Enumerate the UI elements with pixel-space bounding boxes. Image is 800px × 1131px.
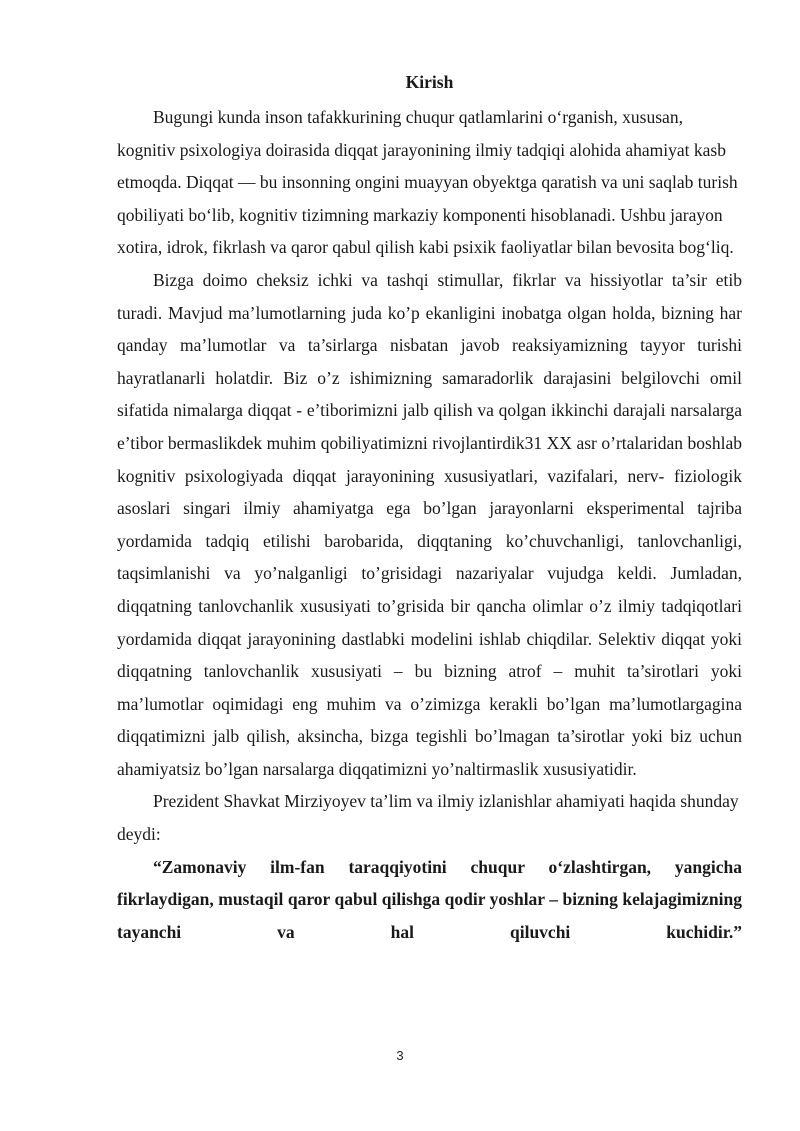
paragraph-attention: Bizga doimo cheksiz ichki va tashqi stimullar, fikrlar va hissiyotlar ta’sir etib turadi. Mavjud ma’lumotlarning juda ko’p ekanligini inobatga olgan holda, bizning har qanday ma’lumotlar va ta’sirlarga nisbatan javob reaksiyamizning tayyor turishi hayratlanarli holatdir. Biz o’z ishimizning samaradorlik darajasini belgilovchi omil sifatida nimalarga diqqat - e’tiborimizni jalb qilish va qolgan ikkinchi darajali narsalarga e’tibor bermaslikdek muhim qobiliyatimizni rivojlantirdik31 XX asr o’rtalaridan boshlab kognitiv psixologiyada diqqat jarayonining xususiyatlari, vazifalari, nerv- fiziologik asoslari singari ilmiy ahamiyatga ega bo’lgan jarayonlarni eksperimental tajriba yordamida tadqiq etilishi barobarida, diqqtaning ko’chuvchanligi, tanlovchanligi, taqsimlanishi va yo’nalganligi to’grisidagi nazariyalar vujudga keldi. Jumladan, diqqatning tanlovchanlik xususiyati to’grisida bir qancha olimlar o’z ilmiy tadqiqotlari yordamida diqqat jarayonining dastlabki modelini ishlab chiqdilar. Selektiv diqqat yoki diqqatning tanlovchanlik xususiyati – bu bizning atrof – muhit ta’sirotlari yoki ma’lumotlar oqimidagi eng muhim va o’zimizga kerakli bo’lgan ma’lumotlargagina diqqatimizni jalb qilish, aksincha, bizga tegishli bo’lmagan ta’sirotlar yoki biz uchun ahamiyatsiz bo’lgan narsalarga diqqatimizni yo’naltirmaslik xususiyatidir. [117, 269, 742, 779]
quote-block: “Zamonaviy ilm-fan taraqqiyotini chuqur o‘zlashtirgan, yangicha fikrlaydigan, mustaqil qaror qabul qilishga qodir yoshlar – bizning kelajagimizning tayanchi va hal qiluvchi kuchidir.” [117, 856, 742, 942]
paragraph-intro: Bugungi kunda inson tafakkurining chuqur qatlamlarini o‘rganish, xususan, kognitiv psixologiya doirasida diqqat jarayonining ilmiy tadqiqi alohida ahamiyat kasb etmoqda. Diqqat — bu insonning ongini muayyan obyektga qaratish va uni saqlab turish qobiliyati bo‘lib, kognitiv tizimning markaziy komponenti hisoblanadi. Ushbu jarayon xotira, idrok, fikrlash va qaror qabul qilish kabi psixik faoliyatlar bilan bevosita bog‘liq. [117, 107, 738, 258]
section-heading: Kirish [405, 72, 454, 92]
page-number: 3 [396, 1048, 404, 1063]
paragraph-president: Prezident Shavkat Mirziyoyev ta’lim va ilmiy izlanishlar ahamiyati haqida shunday deydi: [117, 791, 739, 845]
document-page [117, 66, 742, 1131]
